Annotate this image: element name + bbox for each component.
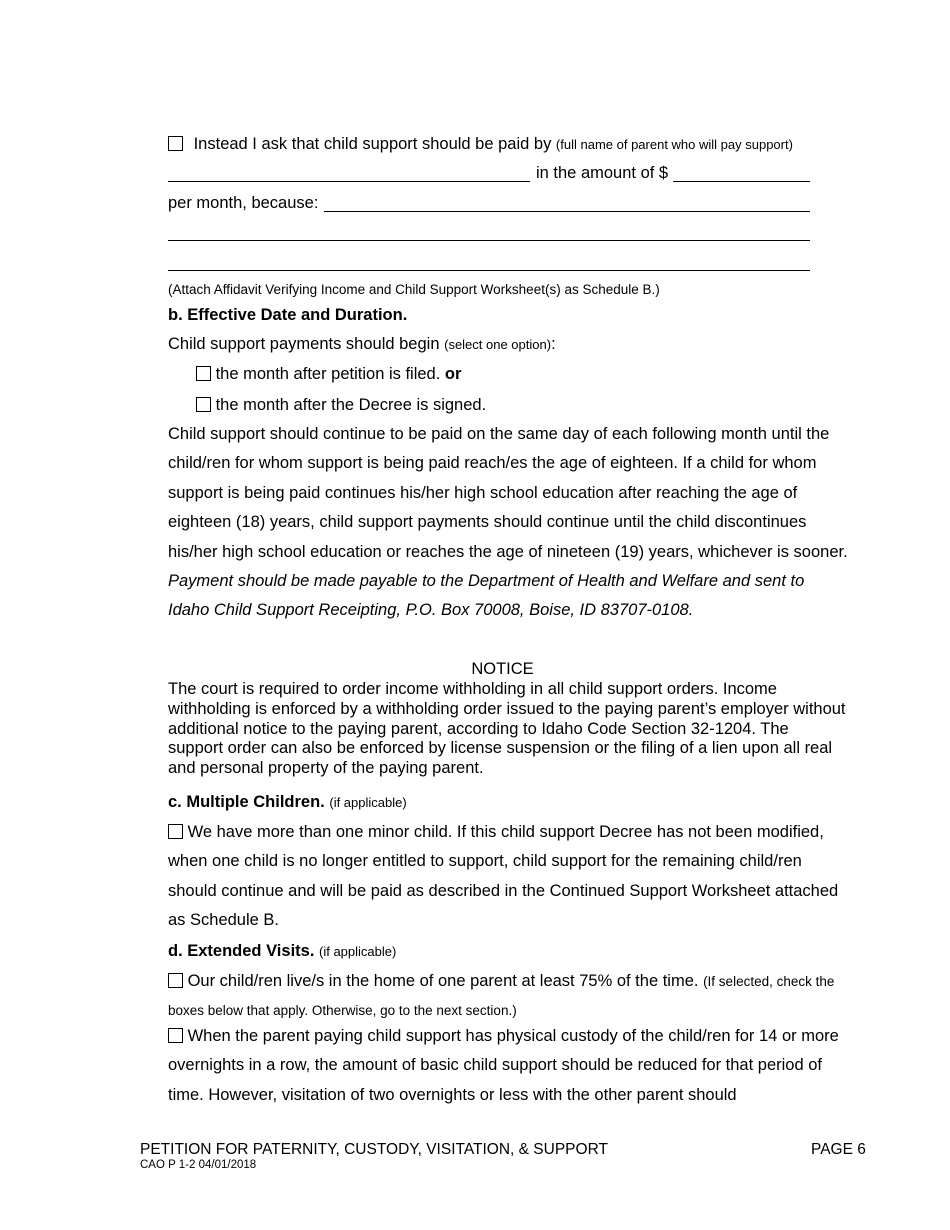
- duration-paragraph: [168, 420, 848, 626]
- attach-note: (Attach Affidavit Verifying Income and Child Support Worksheet(s) as Schedule B.): [168, 282, 660, 297]
- alt-support-checkbox[interactable]: [168, 136, 183, 151]
- overnights-text: When the parent paying child support has physical custody of the child/ren for 14 or more overnights in a row, the amount of basic child support should be reduced for that period of time. However, visitation of two overnights or less with the other parent should: [168, 1027, 839, 1104]
- multiple-children-text: We have more than one minor child. If this child support Decree has not been modified, when one child is no longer entitled to support, child support for the remaining child/ren should continue and will be paid as described in the Continued Support Worksheet attached as Schedule B.: [168, 823, 839, 930]
- section-b-lead: Child support payments should begin (select one option):: [168, 335, 556, 353]
- section-d-heading: d. Extended Visits.: [168, 942, 315, 960]
- section-d-note: (if applicable): [319, 944, 397, 959]
- page-number: PAGE 6: [811, 1141, 866, 1158]
- seventy-five-percent-checkbox[interactable]: [168, 973, 183, 988]
- notice-text: The court is required to order income withholding in all child support orders. Income withholding is enforced by a withholding order issued to the paying parent’s employer without additional notice to the paying parent, according to Idaho Code Section 32-1204. The support order can also be enforced by license suspension or the filing of a lien upon all real and personal property of the paying parent.: [168, 680, 846, 778]
- multiple-children-checkbox[interactable]: [168, 824, 183, 839]
- section-c-heading-row: [168, 793, 407, 812]
- duration-text: Child support should continue to be paid on the same day of each following month until the child/ren for whom support is being paid reach/es the age of eighteen. If a child for whom support is being paid continues his/her high school education after reaching the age of eighteen (18) years, child support payments should continue until the child discontinues his/her high school education or reaches the age of nineteen (19) years, whichever is sooner.: [168, 425, 848, 561]
- extended-visits-item-2: [168, 1022, 848, 1110]
- payment-instructions: Payment should be made payable to the Department of Health and Welfare and sent to Idaho Child Support Receipting, P.O. Box 70008, Boise, ID 83707-0108.: [168, 572, 805, 620]
- option-or-label: or: [444, 365, 462, 383]
- option-petition-filed-checkbox[interactable]: [196, 366, 211, 381]
- because-line-1[interactable]: [324, 211, 810, 212]
- seventy-five-percent-note: (If selected, check the boxes below that apply. Otherwise, go to the next section.): [168, 974, 835, 1018]
- footer-code: CAO P 1-2 04/01/2018: [140, 1159, 257, 1171]
- amount-line[interactable]: [673, 181, 810, 182]
- option-decree-signed-checkbox[interactable]: [196, 397, 211, 412]
- extended-visits-item-1: [168, 967, 848, 1025]
- section-b-lead-text: Child support payments should begin: [168, 335, 440, 353]
- because-line-2[interactable]: [168, 240, 810, 241]
- section-c-heading: c. Multiple Children.: [168, 793, 325, 811]
- alt-support-row: [168, 135, 793, 154]
- amount-label: in the amount of $: [536, 164, 669, 182]
- section-b-heading: b. Effective Date and Duration.: [168, 306, 408, 324]
- option-petition-filed: [196, 365, 461, 384]
- seventy-five-percent-text: Our child/ren live/s in the home of one parent at least 75% of the time.: [187, 972, 699, 990]
- alt-support-text: Instead I ask that child support should be paid by: [193, 135, 552, 153]
- option-petition-filed-label: the month after petition is filed.: [215, 365, 441, 383]
- because-line-3[interactable]: [168, 270, 810, 271]
- option-decree-signed-label: the month after the Decree is signed.: [215, 396, 487, 414]
- payer-name-line[interactable]: [168, 181, 530, 182]
- section-c-note: (if applicable): [329, 795, 407, 810]
- section-d-heading-row: [168, 942, 396, 961]
- footer-title: PETITION FOR PATERNITY, CUSTODY, VISITATION, & SUPPORT: [140, 1141, 608, 1158]
- alt-support-note: (full name of parent who will pay support): [555, 137, 793, 152]
- notice-title: NOTICE: [471, 660, 534, 678]
- section-b-lead-note: (select one option): [444, 337, 552, 352]
- option-decree-signed: [196, 396, 486, 415]
- because-label: per month, because:: [168, 194, 319, 212]
- multiple-children-item: [168, 818, 848, 936]
- overnights-checkbox[interactable]: [168, 1028, 183, 1043]
